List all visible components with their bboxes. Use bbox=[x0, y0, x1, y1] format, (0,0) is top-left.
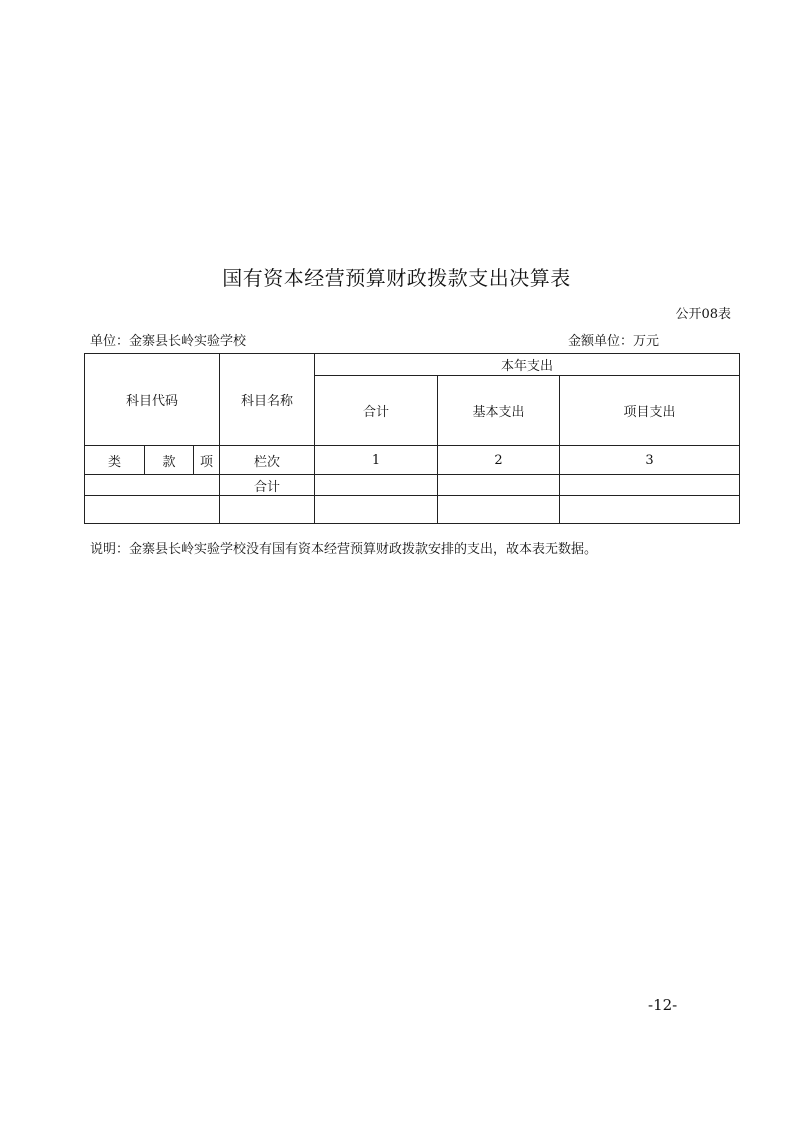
header-item: 项 bbox=[194, 446, 220, 475]
total-row-total bbox=[315, 475, 438, 496]
budget-table bbox=[84, 353, 740, 524]
header-current-year-expense: 本年支出 bbox=[315, 354, 740, 376]
empty-row-basic bbox=[438, 496, 560, 524]
page-number: -12- bbox=[648, 996, 678, 1014]
explanation-note: 说明：金寨县长岭实验学校没有国有资本经营预算财政拨款安排的支出，故本表无数据。 bbox=[90, 542, 598, 557]
total-row-label: 合计 bbox=[220, 475, 315, 496]
row-index-label: 栏次 bbox=[220, 446, 315, 475]
empty-row-code bbox=[85, 496, 220, 524]
empty-row bbox=[85, 496, 740, 524]
total-row bbox=[85, 475, 740, 496]
empty-row-project bbox=[560, 496, 740, 524]
total-row-project bbox=[560, 475, 740, 496]
index-row bbox=[85, 446, 740, 475]
document-title: 国有资本经营预算财政拨款支出决算表 bbox=[222, 266, 571, 290]
total-row-basic bbox=[438, 475, 560, 496]
header-basic-expense: 基本支出 bbox=[438, 376, 560, 446]
total-row-code bbox=[85, 475, 220, 496]
index-1: 1 bbox=[315, 446, 438, 475]
empty-row-total bbox=[315, 496, 438, 524]
header-section: 款 bbox=[145, 446, 194, 475]
header-class: 类 bbox=[85, 446, 145, 475]
unit-label: 单位：金寨县长岭实验学校 bbox=[90, 334, 247, 349]
header-total: 合计 bbox=[315, 376, 438, 446]
index-2: 2 bbox=[438, 446, 560, 475]
amount-unit-label: 金额单位：万元 bbox=[568, 334, 660, 349]
empty-row-name bbox=[220, 496, 315, 524]
header-project-expense: 项目支出 bbox=[560, 376, 740, 446]
index-3: 3 bbox=[560, 446, 740, 475]
form-code: 公开08表 bbox=[675, 307, 731, 322]
header-subject-code: 科目代码 bbox=[85, 354, 220, 446]
header-row-1 bbox=[85, 354, 740, 376]
header-subject-name: 科目名称 bbox=[220, 354, 315, 446]
